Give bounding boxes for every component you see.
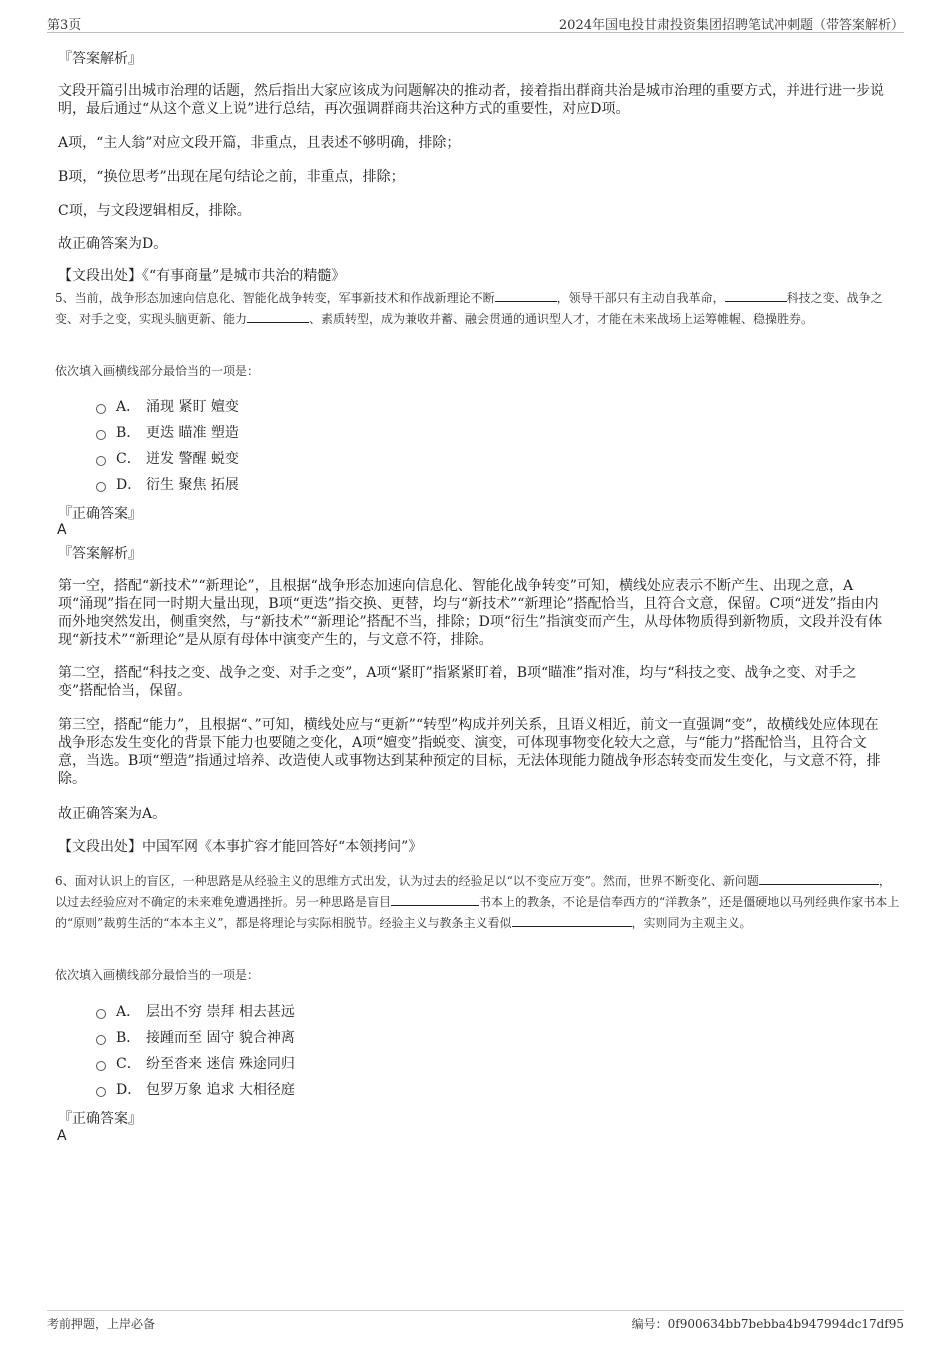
q6-option-d[interactable]: D． 包罗万象 追求 大相径庭 <box>96 1079 295 1099</box>
radio-icon[interactable] <box>96 1061 106 1071</box>
radio-icon[interactable] <box>96 482 106 492</box>
correct-answer-label: 『正确答案』 <box>58 506 142 522</box>
question-6-hint: 依次填入画横线部分最恰当的一项是： <box>55 968 260 982</box>
analysis-paragraph: 第三空，搭配“能力”，且根据“、”可知，横线处应与“更新”“转型”构成并列关系，且语义相近，前文一直强调“变”，故横线处应体现在战争形态发生变化的背景下能力也要随之变化，A项“嬗变”指蜕变、演变，可体现事物变化较大之意，与“能力”搭配恰当，且符合文意，当选。B项“塑造”指通过培养、改造使人或事物达到某种预定的目标，无法体现能力随战争形态转变而发生变化，与文意不符，排除。 <box>58 717 881 787</box>
radio-icon[interactable] <box>96 430 106 440</box>
q5-option-b[interactable]: B． 更迭 瞄准 塑造 <box>96 422 239 442</box>
radio-icon[interactable] <box>96 456 106 466</box>
q6-option-c[interactable]: C． 纷至沓来 迷信 殊途同归 <box>96 1053 295 1073</box>
blank-line <box>759 872 879 885</box>
analysis-label: 『答案解析』 <box>58 51 142 67</box>
q5-option-a[interactable]: A． 涌现 紧盯 嬗变 <box>96 396 239 416</box>
radio-icon[interactable] <box>96 404 106 414</box>
page-number: 第3页 <box>47 18 82 33</box>
conclusion: 故正确答案为A。 <box>58 806 167 822</box>
q5-option-c[interactable]: C． 迸发 警醒 蜕变 <box>96 448 239 468</box>
radio-icon[interactable] <box>96 1087 106 1097</box>
blank-line <box>725 289 787 302</box>
analysis-paragraph: 文段开篇引出城市治理的话题，然后指出大家应该成为问题解决的推动者，接着指出群商共治是城市治理的重要方式，并进行进一步说明，最后通过“从这个意义上说”进行总结，再次强调群商共治这种方式的重要性，对应D项。 <box>58 83 884 117</box>
question-5-hint: 依次填入画横线部分最恰当的一项是： <box>55 364 260 378</box>
question-6-stem: 6、面对认识上的盲区，一种思路是从经验主义的思维方式出发，认为过去的经验足以“以不变应万变”。然而，世界不断变化、新问题 ，以过去经验应对不确定的未来难免遭遇挫折。另一种思路是盲目 书本上的教条，不论是信奉西方的“洋教条”，还是僵硬地以马列经典作家书本上的“原则”裁剪生活的“本本主义”，都是将理论与实际相脱节。经验主义与教条主义看似 ，实则同为主观主义。 <box>55 874 900 930</box>
document-id: 编号：0f900634bb7bebba4b947994dc17df95 <box>631 1317 904 1331</box>
analysis-paragraph: 第一空，搭配“新技术”“新理论”，且根据“战争形态加速向信息化、智能化战争转变”可知，横线处应表示不断产生、出现之意，A项“涌现”指在同一时期大量出现，B项“更迭”指交换、更替，均与“新技术”“新理论”搭配恰当，且符合文意，保留。C项“迸发”指由内而外地突然发出，侧重突然，与“新技术”“新理论”搭配不当，排除；D项“衍生”指演变而产生，从母体物质得到新物质，文段并没有体现“新技术”“新理论”是从原有母体中演变产生的，与文意不符，排除。 <box>58 578 883 648</box>
correct-answer: A <box>57 1128 67 1144</box>
blank-line <box>247 310 309 323</box>
analysis-option-c: C项，与文段逻辑相反，排除。 <box>58 203 251 219</box>
blank-line <box>495 289 557 302</box>
footer-slogan: 考前押题，上岸必备 <box>47 1317 156 1331</box>
source-citation: 【文段出处】《“有事商量”是城市共治的精髓》 <box>58 268 346 284</box>
q6-option-b[interactable]: B． 接踵而至 固守 貌合神离 <box>96 1027 295 1047</box>
analysis-label: 『答案解析』 <box>58 546 142 562</box>
source-citation: 【文段出处】中国军网《本事扩容才能回答好“本领拷问”》 <box>58 839 423 855</box>
q6-option-a[interactable]: A． 层出不穷 崇拜 相去甚远 <box>96 1001 295 1021</box>
radio-icon[interactable] <box>96 1035 106 1045</box>
conclusion: 故正确答案为D。 <box>58 236 168 252</box>
blank-line <box>512 914 632 927</box>
q5-option-d[interactable]: D． 衍生 聚焦 拓展 <box>96 474 239 494</box>
blank-line <box>391 893 479 906</box>
radio-icon[interactable] <box>96 1009 106 1019</box>
page-footer <box>47 1310 904 1331</box>
correct-answer: A <box>57 522 67 538</box>
page-header <box>47 12 904 33</box>
document-title: 2024年国电投甘肃投资集团招聘笔试冲刺题（带答案解析） <box>558 18 904 33</box>
correct-answer-label: 『正确答案』 <box>58 1111 142 1127</box>
analysis-option-a: A项，“主人翁”对应文段开篇，非重点，且表述不够明确，排除； <box>58 135 461 151</box>
analysis-paragraph: 第二空，搭配“科技之变、战争之变、对手之变”，A项“紧盯”指紧紧盯着，B项“瞄准”指对准，均与“科技之变、战争之变、对手之变”搭配恰当，保留。 <box>58 665 857 699</box>
question-5-stem: 5、当前，战争形态加速向信息化、智能化战争转变，军事新技术和作战新理论不断 ，领导干部只有主动自我革命， 科技之变、战争之变、对手之变，实现头脑更新、能力 、素质转型，成为兼收并蓄、融会贯通的通识型人才，才能在未来战场上运筹帷幄、稳操胜券。 <box>55 291 883 326</box>
analysis-option-b: B项，“换位思考”出现在尾句结论之前，非重点，排除； <box>58 169 405 185</box>
